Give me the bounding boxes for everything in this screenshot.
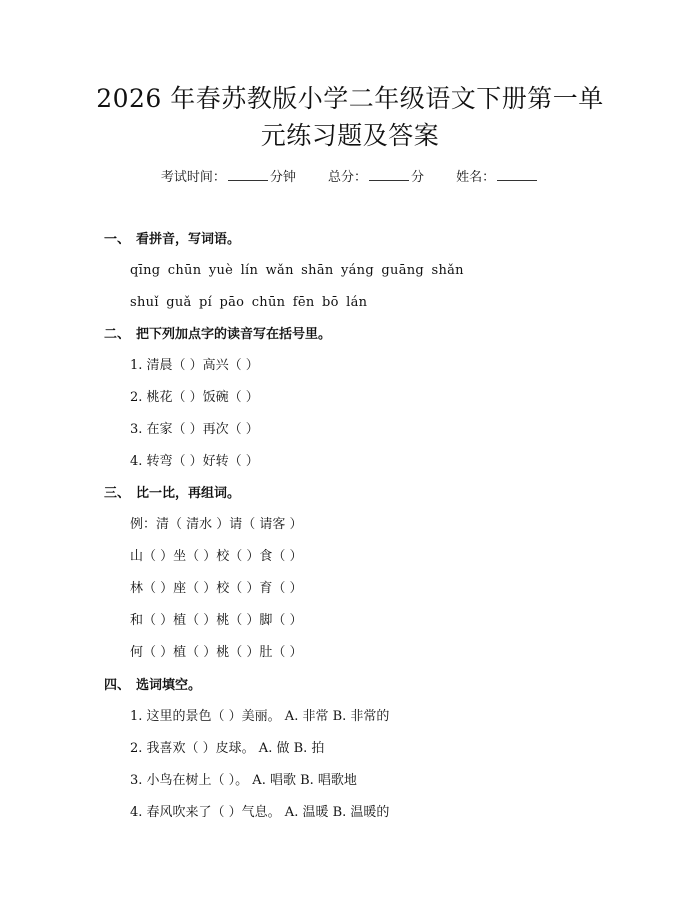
question-item: 和（ ）植（ ）桃（ ）脚（ ）: [130, 613, 303, 628]
pinyin-line: shuǐ guǎ pí pāo chūn fēn bō lán: [130, 295, 368, 310]
total-score-label: 总分：: [327, 170, 367, 185]
student-name-blank: [497, 168, 537, 181]
total-score-blank: [369, 168, 409, 181]
section-title: 选词填空。: [136, 678, 202, 693]
question-item: 林（ ）座（ ）校（ ）育（ ）: [130, 581, 303, 596]
exam-time-group: [161, 168, 296, 187]
section-heading-1: [104, 231, 240, 249]
total-score-unit: 分: [411, 170, 425, 185]
section-number: 四、: [104, 678, 131, 693]
question-item: 1. 这里的景色（ ）美丽。 A. 非常 B. 非常的: [130, 709, 390, 724]
document-title-line-2: 元练习题及答案: [260, 121, 440, 150]
exam-time-unit: 分钟: [269, 170, 296, 185]
exam-time-label: 考试时间：: [160, 170, 226, 185]
question-item: 3. 在家（ ）再次（ ）: [130, 422, 259, 437]
question-item: 3. 小鸟在树上（ ）。 A. 唱歌 B. 唱歌地: [130, 773, 357, 788]
section-heading-4: [104, 677, 201, 695]
pinyin-line: qīng chūn yuè lín wǎn shān yáng guāng shǎn: [130, 263, 464, 278]
section-title: 把下列加点字的读音写在括号里。: [136, 327, 332, 342]
document-title-line-1: 2026 年春苏教版小学二年级语文下册第一单: [96, 84, 604, 113]
student-name-group: [456, 168, 539, 187]
section-title: 看拼音，写词语。: [136, 232, 241, 247]
question-item: 何（ ）植（ ）桃（ ）肚（ ）: [130, 645, 303, 660]
question-item: 4. 转弯（ ）好转（ ）: [130, 454, 259, 469]
question-item: 4. 春风吹来了（ ）气息。 A. 温暖 B. 温暖的: [130, 805, 390, 820]
question-item: 1. 清晨（ ）高兴（ ）: [130, 358, 259, 373]
question-item: 2. 我喜欢（ ）皮球。 A. 做 B. 拍: [130, 741, 325, 756]
question-item: 2. 桃花（ ）饭碗（ ）: [130, 390, 259, 405]
example-item: 例：清（ 清水 ）请（ 请客 ）: [130, 517, 303, 532]
exam-info-bar: [0, 168, 700, 187]
question-item: 山（ ）坐（ ）校（ ）食（ ）: [130, 549, 303, 564]
section-heading-2: [104, 326, 331, 344]
exam-time-blank: [228, 168, 268, 181]
section-title: 比一比，再组词。: [136, 486, 241, 501]
section-number: 二、: [104, 327, 131, 342]
section-heading-3: [104, 485, 240, 503]
section-number: 三、: [104, 486, 131, 501]
total-score-group: [328, 168, 424, 187]
section-number: 一、: [104, 232, 131, 247]
student-name-label: 姓名：: [456, 170, 496, 185]
